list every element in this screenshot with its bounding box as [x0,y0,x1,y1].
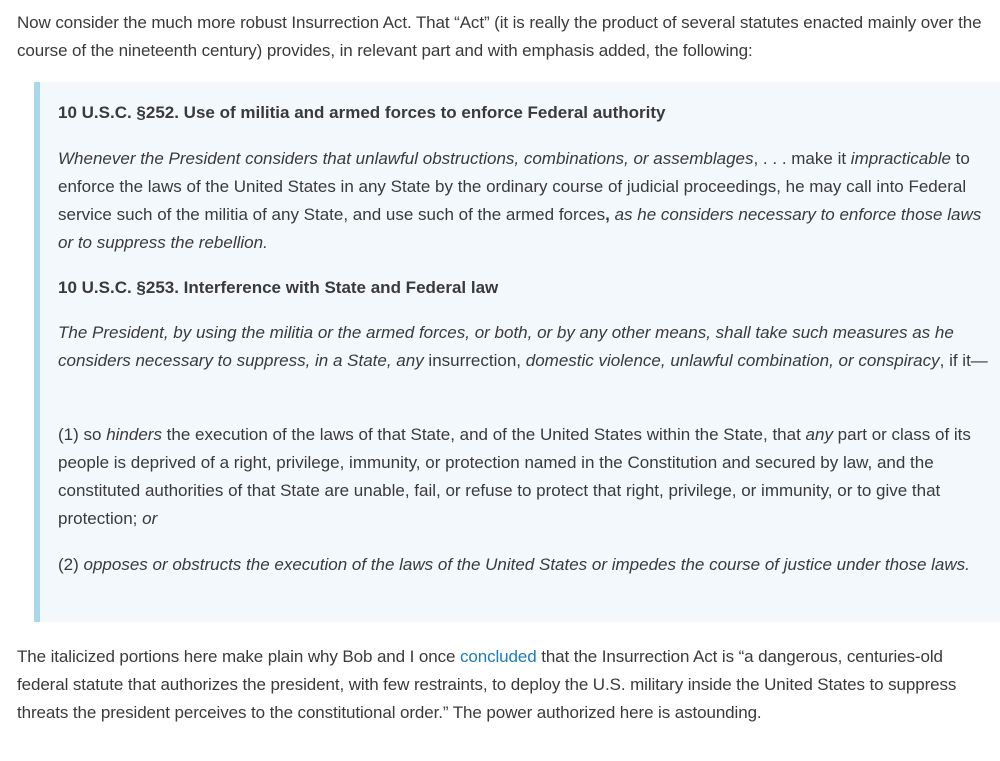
s252-plain-a: , . . . make it [753,149,851,168]
s252-italic-c: as he considers necessary to enforce those laws or to suppress the rebellion. [58,205,982,252]
statute-blockquote [34,82,1000,622]
intro-paragraph: Now consider the much more robust Insurrection Act. That “Act” (it is really the product of several statutes enacted mainly over the course of the nineteenth century) provides, in relevant part and with emphasis added, the following: [17,13,982,60]
clause-1-plain-b: the execution of the laws of that State, and of the United States within the State, that [161,425,806,444]
s253-plain-b: , if it— [939,351,988,370]
clause-1-italic-c: or [142,509,158,528]
outro-text-a: The italicized portions here make plain why Bob and I once [17,647,460,666]
clause-1-italic-b: any [805,425,833,444]
clause-1-plain-c: part or class of its people is deprived of a right, privilege, immunity, or protection named in the Constitution and secured by law, and the constituted authorities of that State are unable, fail, or refuse to protect that right, privilege, or immunity, or to give that protection; [58,425,971,528]
s252-italic-a: Whenever the President considers that unlawful obstructions, combinations, or assemblages [58,149,754,168]
clause-2-italic-a: opposes or obstructs the execution of the laws of the United States or impedes the course of justice under those laws. [83,555,970,574]
section-252-text [58,145,988,257]
section-253-intro-text [58,319,988,375]
concluded-link[interactable]: concluded [459,647,537,666]
s252-plain-b: to enforce the laws of the United States in any State by the ordinary course of judicial proceedings, he may call into Federal service such of the militia of any State, and use such of the armed forces [58,149,970,224]
outro-paragraph [17,643,982,727]
section-253-clause-1 [58,421,988,533]
clause-2-plain-a: (2) [58,555,84,574]
s253-italic-b: domestic violence, unlawful combination, or conspiracy [525,351,940,370]
section-253-clause-2 [58,551,988,579]
clause-1-plain-a: (1) so [58,425,107,444]
s252-italic-b: impracticable [850,149,951,168]
outro-text-b: that the Insurrection Act is “a dangerous, centuries-old federal statute that authorizes the president, with few restraints, to deploy the U.S. military inside the United States to suppress threats the president perceives to the constitutional order.” The power authorized here is astounding. [17,647,957,722]
clause-1-italic-a: hinders [106,425,162,444]
s252-bold-comma: , [605,205,610,224]
s253-italic-a: The President, by using the militia or the armed forces, or both, or by any other means, shall take such measures as he considers necessary to suppress, in a State, any [58,323,954,370]
section-253-heading: 10 U.S.C. §253. Interference with State and Federal law [58,278,499,297]
s253-plain-a: insurrection, [423,351,526,370]
section-252-heading: 10 U.S.C. §252. Use of militia and armed forces to enforce Federal authority [58,103,666,122]
